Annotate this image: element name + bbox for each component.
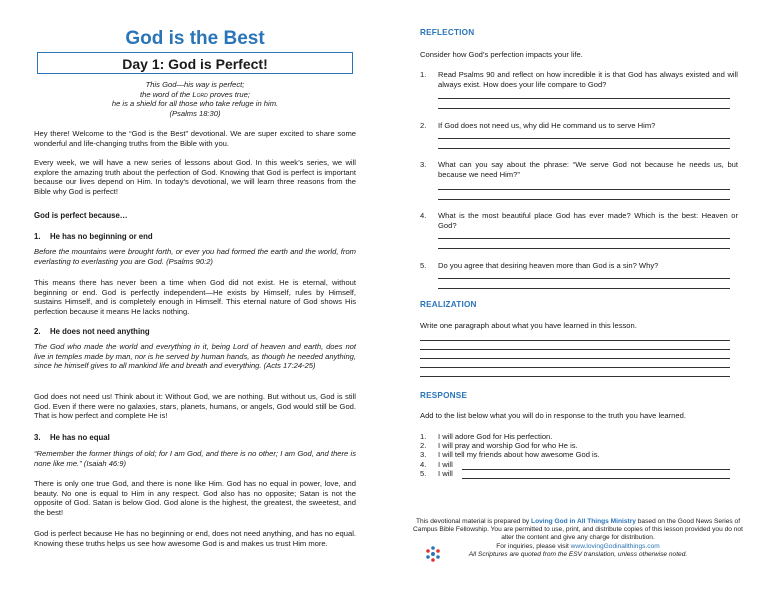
reflection-intro: Consider how God’s perfection impacts your life. [420,50,583,59]
realization-heading: REALIZATION [420,300,477,309]
reflection-heading: REFLECTION [420,28,475,37]
answer-line[interactable] [438,248,730,249]
day-title: Day 1: God is Perfect! [37,52,353,74]
answer-line[interactable] [438,288,730,289]
reflection-question: 2. If God does not need us, why did He command us to serve Him? [420,121,656,130]
reflection-question: 1. Read Psalms 90 and reflect on how incredible it is that God has always existed and will always exist. How does your life compare to God? [420,70,738,89]
response-item: 1. I will adore God for His perfection. [420,432,553,441]
footer-note: This devotional material is prepared by Loving God in All Things Ministry based on the Good News Series of Campus Bible Fellowship. You are permitted to use, print, and distribute copies of this lesson provided you do not alter the content and give any charge for distribution. For inquiries, please visit www.lovingGodinallthings.com All Scriptures are quoted from the ESV translation, unless otherwise noted. [413,518,743,558]
esv-note: All Scriptures are quoted from the ESV translation, unless otherwise noted. [468,550,688,558]
point-body: God does not need us! Think about it: Without God, we are nothing. But without us, God is still God. Even if there were no galaxies, stars, planets, humans, or angels, God would still be God. That is how perfect and complete He is! [34,392,356,421]
intro-paragraph: Hey there! Welcome to the “God is the Best” devotional. We are super excited to share some wonderful and life-changing truths from the Bible with you. [34,129,356,148]
response-intro: Add to the list below what you will do in response to the truth you have learned. [420,411,686,420]
writing-line[interactable] [420,358,730,359]
closing-paragraph: God is perfect because He has no beginning or end, does not need anything, and has no equal. Knowing these truths helps us see how awesome God is and makes us trust Him more. [34,529,356,548]
point-body: There is only one true God, and there is none like Him. God has no equal in power, love, and beauty. No one is equal to Him in any respect. God also has no opposite; Satan is not the opposite of God. Satan is below God. God alone is the highest, the greatest, the sweetest, and the best! [34,479,356,517]
ministry-name: Loving God in All Things Ministry [531,518,636,525]
answer-line[interactable] [438,199,730,200]
point-heading: 3. He has no equal [34,433,110,442]
answer-line[interactable] [438,238,730,239]
ministry-logo-icon [424,545,442,563]
reflection-question: 5. Do you agree that desiring heaven more than God is a sin? Why? [420,261,659,270]
realization-intro: Write one paragraph about what you have learned in this lesson. [420,321,637,330]
lead-heading: God is perfect because… [34,211,128,220]
response-item: 5. I will [420,469,453,478]
response-line[interactable] [462,469,730,470]
response-heading: RESPONSE [420,391,468,400]
answer-line[interactable] [438,98,730,99]
response-line[interactable] [462,478,730,479]
answer-line[interactable] [438,189,730,190]
verse-line: he is a shield for all those who take refuge in him. [111,99,279,109]
website-link[interactable]: www.lovingGodinallthings.com [570,542,660,550]
answer-line[interactable] [438,148,730,149]
verse-line: This God—his way is perfect; [145,80,245,89]
response-item: 4. I will [420,460,453,469]
point-scripture: Before the mountains were brought forth, or ever you had formed the earth and the world, from everlasting to everlasting you are God. (Psalms 90:2) [34,247,356,266]
answer-line[interactable] [438,278,730,279]
point-scripture: The God who made the world and everything in it, being Lord of heaven and earth, does not live in temples made by man, nor is he served by human hands, as though he needed anything, since he himself gives to all mankind life and breath and everything. (Acts 17:24-25) [34,342,356,371]
answer-line[interactable] [438,108,730,109]
reflection-question: 3. What can you say about the phrase: “We serve God not because he needs us, but because we need Him?” [420,160,738,179]
verse-reference: (Psalms 18:30) [169,108,221,118]
writing-line[interactable] [420,367,730,368]
point-heading: 2. He does not need anything [34,327,150,336]
page-title: God is the Best [125,28,265,49]
verse-line: the word of the Lord proves true; [140,89,250,99]
intro-paragraph: Every week, we will have a new series of lessons about God. In this week’s series, we will explore the amazing truth about the perfection of God. Knowing that God is perfect is important because our lives depend on Him. In today’s devotional, we will learn three reasons from the Bible why God is perfect! [34,158,356,196]
writing-line[interactable] [420,349,730,350]
reflection-question: 4. What is the most beautiful place God has ever made? Which is the best: Heaven or God? [420,211,738,230]
key-verse [34,80,356,118]
point-scripture: “Remember the former things of old; for I am God, and there is no other; I am God, and there is none like me.” (Isaiah 46:9) [34,449,356,468]
point-body: This means there has never been a time when God did not exist. He is eternal, without beginning or end. God is perfectly independent—He exists by Himself, rules by Himself, sustains Himself, and is completely enough in Himself. This eternal nature of God shows His perfection because it means He lacks nothing. [34,278,356,316]
answer-line[interactable] [438,138,730,139]
response-item: 3. I will tell my friends about how awesome God is. [420,450,600,459]
point-heading: 1. He has no beginning or end [34,232,153,241]
writing-line[interactable] [420,340,730,341]
writing-line[interactable] [420,376,730,377]
response-item: 2. I will pray and worship God for who He is. [420,441,578,450]
